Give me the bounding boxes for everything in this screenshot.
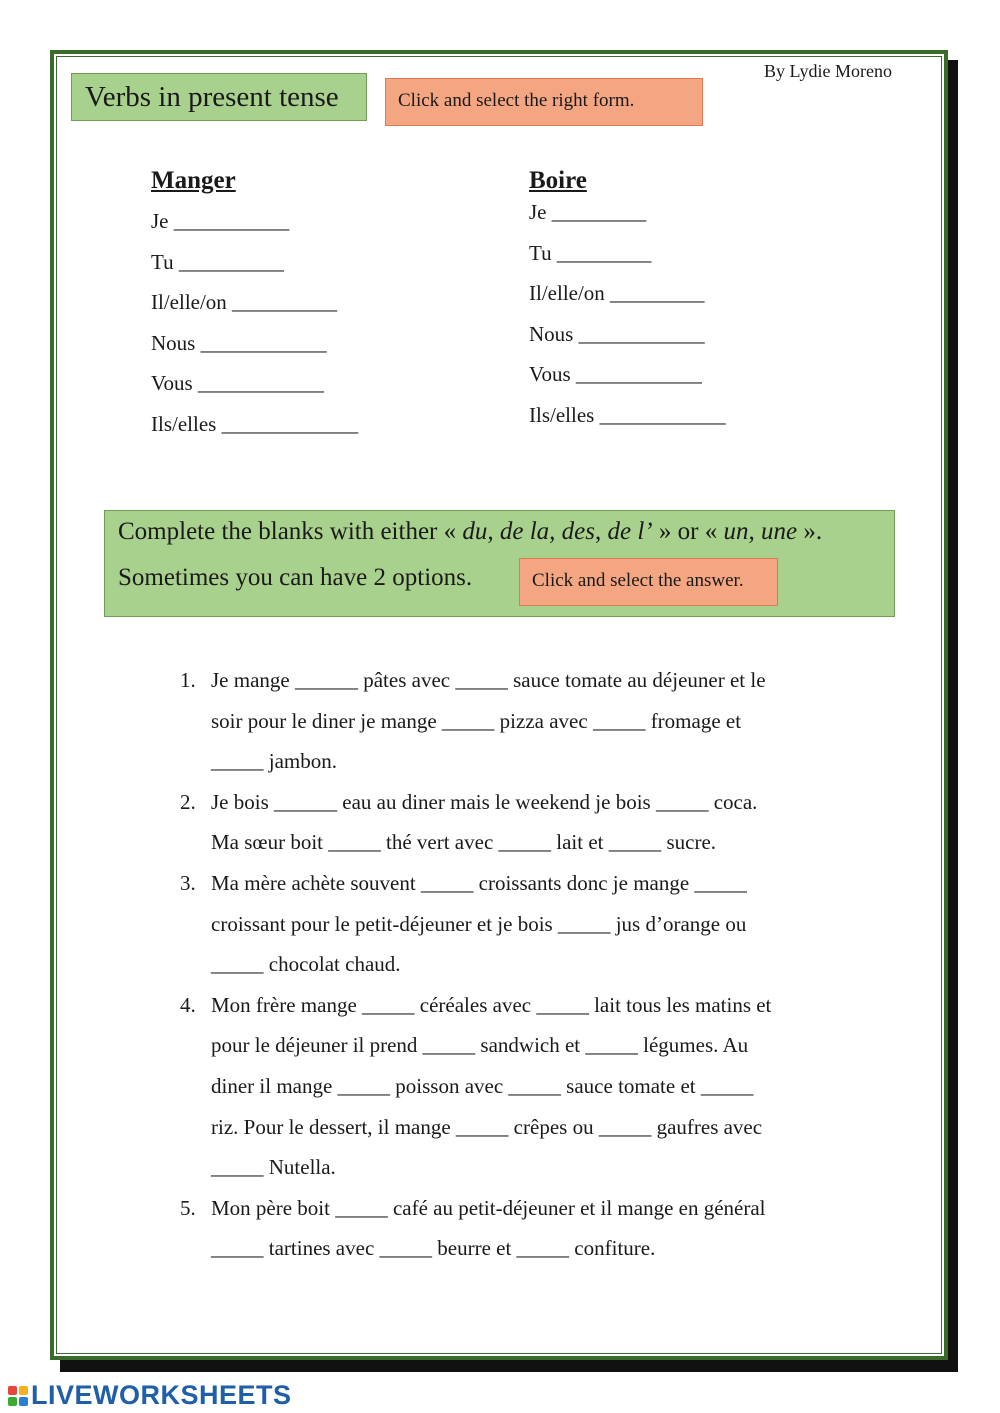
exercise-line (180, 1147, 860, 1188)
exercise-line (180, 701, 860, 742)
liveworksheets-logo[interactable] (8, 1380, 292, 1411)
exercise-text[interactable]: pour le déjeuner il prend _____ sandwich et _____ légumes. Au (211, 1033, 749, 1058)
task-text: ». (797, 518, 823, 545)
task-text: , (595, 518, 608, 545)
conjugation-row-tu[interactable]: Tu __________ (151, 249, 284, 274)
exercise-number: 3. (180, 870, 196, 895)
conjugation-row-vous[interactable]: Vous ____________ (529, 362, 702, 386)
exercise-line (180, 1188, 860, 1229)
conjugation-row-je[interactable]: Je _________ (529, 200, 647, 224)
exercise-text[interactable]: _____ chocolat chaud. (211, 952, 401, 977)
task-options-elided: de l’ (607, 518, 653, 545)
conjugation-row-ils[interactable]: Ils/elles _____________ (151, 411, 359, 436)
exercise-line (180, 985, 860, 1026)
page-title: Verbs in present tense (71, 73, 367, 121)
exercise-line (180, 741, 860, 782)
exercise-line (180, 1107, 860, 1148)
conjugation-row-tu[interactable]: Tu _________ (529, 240, 652, 265)
exercise-number: 1. (180, 668, 196, 692)
exercise-text[interactable]: riz. Pour le dessert, il mange _____ crêpes ou _____ gaufres avec (211, 1114, 763, 1139)
verb-heading-boire: Boire (529, 167, 587, 194)
verb-heading-manger: Manger (151, 167, 236, 194)
exercise-text[interactable]: _____ tartines avec _____ beurre et _____ confiture. (211, 1236, 656, 1261)
conjugation-row-vous[interactable]: Vous ____________ (151, 371, 324, 395)
exercise-text[interactable]: croissant pour le petit-déjeuner et je bois _____ jus d’orange ou (211, 911, 747, 936)
conjugation-row-nous[interactable]: Nous ____________ (151, 330, 327, 355)
conjugation-row-nous[interactable]: Nous ____________ (529, 321, 705, 346)
exercise-number: 5. (180, 1195, 196, 1220)
conjugation-row-ils[interactable]: Ils/elles ____________ (529, 402, 726, 427)
exercise-text[interactable]: Mon frère mange _____ céréales avec _____ lait tous les matins et (211, 992, 772, 1017)
conjugation-row-il[interactable]: Il/elle/on _________ (529, 281, 705, 305)
instruction-banner-articles: Click and select the answer. (519, 558, 778, 606)
exercise-number: 2. (180, 789, 196, 814)
exercise-list (180, 660, 860, 1269)
verb-table-manger (151, 167, 358, 452)
conjugation-row-je[interactable]: Je ___________ (151, 209, 290, 233)
exercise-line (180, 904, 860, 945)
exercise-line (180, 782, 860, 823)
logo-grid-icon (8, 1386, 28, 1406)
brand-name: LIVEWORKSHEETS (31, 1380, 292, 1410)
conjugation-row-il[interactable]: Il/elle/on __________ (151, 290, 338, 314)
author-credit: By Lydie Moreno (764, 61, 892, 81)
exercise-line (180, 660, 860, 701)
exercise-text[interactable]: diner il mange _____ poisson avec _____ sauce tomate et _____ (211, 1073, 754, 1098)
exercise-line (180, 1066, 860, 1107)
exercise-text[interactable]: _____ Nutella. (211, 1155, 336, 1180)
exercise-text[interactable]: Je mange ______ pâtes avec _____ sauce tomate au déjeuner et le (211, 668, 766, 692)
task-text: Complete the blanks with either « (118, 518, 463, 545)
exercise-line (180, 863, 860, 904)
exercise-number: 4. (180, 992, 196, 1017)
task-instruction-line2: Sometimes you can have 2 options. (118, 564, 473, 591)
exercise-text[interactable]: Ma mère achète souvent _____ croissants donc je mange _____ (211, 870, 747, 895)
verb-table-boire (529, 167, 726, 443)
exercise-line (180, 1228, 860, 1269)
task-options-indefinite: un, une (723, 518, 798, 545)
exercise-text[interactable]: Je bois ______ eau au diner mais le weekend je bois _____ coca. (211, 789, 758, 814)
task-text: » or « (652, 518, 724, 545)
exercise-line (180, 944, 860, 985)
exercise-text[interactable]: _____ jambon. (211, 749, 337, 774)
exercise-text[interactable]: Ma sœur boit _____ thé vert avec _____ lait et _____ sucre. (211, 830, 717, 855)
exercise-text[interactable]: soir pour le diner je mange _____ pizza avec _____ fromage et (211, 708, 742, 733)
exercise-line (180, 822, 860, 863)
exercise-line (180, 1025, 860, 1066)
task-options-partitive: du, de la, des (462, 518, 595, 545)
exercise-text[interactable]: Mon père boit _____ café au petit-déjeuner et il mange en général (211, 1195, 766, 1220)
task-instruction-line1 (118, 518, 822, 546)
instruction-banner-verbs: Click and select the right form. (385, 78, 703, 126)
